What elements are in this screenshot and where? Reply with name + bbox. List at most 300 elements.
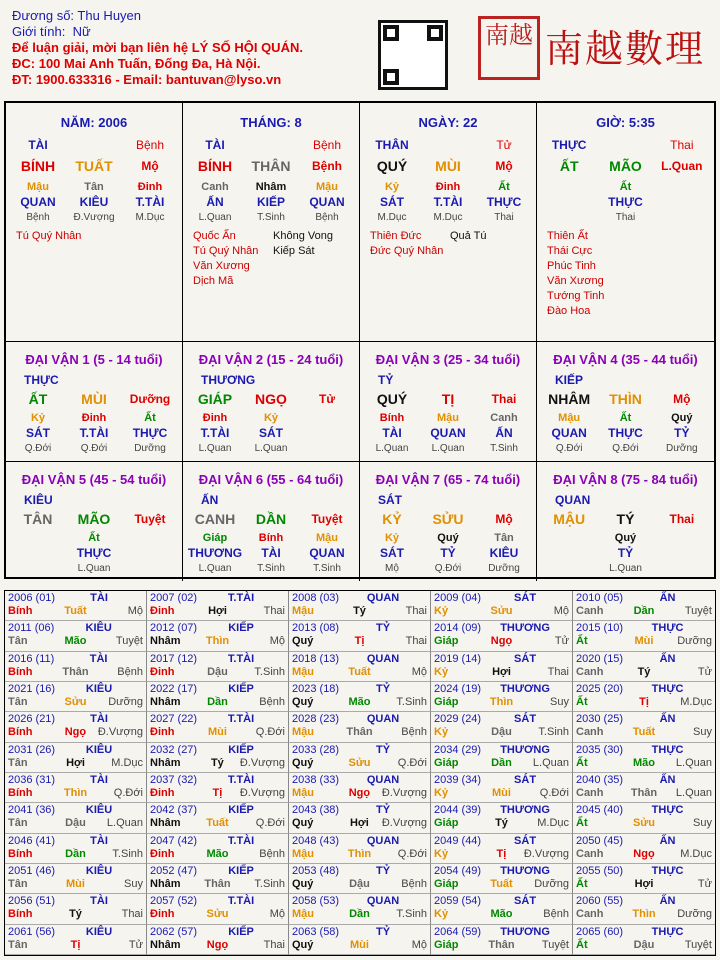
year-ten-god: KIÊU xyxy=(85,683,113,695)
year-branch: Mão xyxy=(490,908,513,921)
year-stage: Q.Đới xyxy=(397,847,427,860)
stars-right xyxy=(273,229,333,259)
hidden-stage: M.Dục xyxy=(377,212,407,223)
pillar-ten-god: TÀI xyxy=(205,138,225,152)
hidden-stage: Thai xyxy=(615,212,636,223)
gender-value: Nữ xyxy=(72,24,91,39)
star-name: Quả Tú xyxy=(450,230,487,242)
year-row-bottom xyxy=(434,696,569,709)
dai-van-stage: Tuyệt xyxy=(134,512,166,526)
hidden-stem: Ất xyxy=(619,412,632,424)
hidden-god xyxy=(541,195,597,210)
year-label: 2045 (40) xyxy=(576,804,624,817)
year-cell xyxy=(5,803,147,833)
year-row-bottom xyxy=(150,605,285,618)
year-row-top xyxy=(434,895,569,908)
year-cell xyxy=(431,925,573,955)
hidden-god: TỶ xyxy=(440,546,456,560)
year-label: 2021 (16) xyxy=(8,683,56,695)
hidden-god: SÁT xyxy=(380,195,404,209)
year-row-bottom xyxy=(292,605,427,618)
year-label: 2011 (06) xyxy=(8,622,55,635)
year-label: 2007 (02) xyxy=(150,592,198,604)
hidden-stem: Mậu xyxy=(316,532,338,544)
year-ten-god: TÀI xyxy=(90,713,108,726)
year-stem: Quý xyxy=(292,635,314,648)
spacer xyxy=(66,138,122,153)
year-ten-god: TỶ xyxy=(376,622,391,635)
hidden-god: T.TÀI xyxy=(433,195,463,209)
dai-van-god: KIÊU xyxy=(24,493,53,507)
year-row-top xyxy=(150,622,285,635)
year-row-top xyxy=(8,895,143,908)
year-label: 2026 (21) xyxy=(8,713,56,726)
year-row-bottom xyxy=(434,605,569,618)
year-branch: Ngọ xyxy=(633,847,655,860)
year-row-bottom xyxy=(8,908,143,921)
year-stage: Mộ xyxy=(269,908,285,921)
year-stage: Suy xyxy=(550,696,569,708)
year-branch: Dậu xyxy=(65,817,86,830)
year-stem: Tân xyxy=(8,817,28,830)
dai-van-stem: QUÝ xyxy=(376,391,408,407)
pillar-stem: BÍNH xyxy=(20,158,56,174)
name-label: Đương số: xyxy=(12,8,75,23)
year-cell xyxy=(573,682,715,712)
year-row-bottom xyxy=(150,939,285,952)
hidden-stem: Kỷ xyxy=(384,532,400,544)
year-row-bottom xyxy=(150,848,285,861)
year-row-top xyxy=(150,926,285,939)
year-label: 2015 (10) xyxy=(576,622,624,635)
year-branch: Mùi xyxy=(492,787,511,799)
year-cell xyxy=(289,803,431,833)
hidden-god: QUAN xyxy=(309,546,345,560)
hidden-stem: Kỷ xyxy=(263,412,279,424)
year-stem: Tân xyxy=(8,635,28,648)
hidden-god: THƯƠNG xyxy=(187,546,243,560)
year-ten-god: TÀI xyxy=(90,895,108,908)
year-stage: Đ.Vượng xyxy=(381,787,427,799)
year-cell xyxy=(289,682,431,712)
year-branch: Tị xyxy=(639,696,649,708)
year-label: 2052 (47) xyxy=(150,865,198,877)
year-stem: Quý xyxy=(292,878,314,890)
year-stage: Đ.Vượng xyxy=(523,847,569,860)
hidden-god: ẤN xyxy=(206,195,224,209)
pillar-ten-god: THỰC xyxy=(551,138,587,152)
year-row-bottom xyxy=(8,635,143,648)
year-row-top xyxy=(292,774,427,787)
year-stage: M.Dục xyxy=(680,696,712,708)
dai-van-stem: TÂN xyxy=(23,511,53,527)
year-row-top xyxy=(576,865,712,878)
hidden-stem xyxy=(541,531,597,546)
year-stage: Bệnh xyxy=(401,726,427,739)
year-label: 2056 (51) xyxy=(8,895,56,908)
year-cell xyxy=(147,712,289,742)
year-row-top xyxy=(292,895,427,908)
year-cell xyxy=(147,682,289,712)
dai-van-god: TỶ xyxy=(378,373,394,387)
pillar-stem: BÍNH xyxy=(197,158,233,174)
pillar-title: NGÀY: 22 xyxy=(418,115,478,130)
year-row-bottom xyxy=(434,939,569,952)
year-row-top xyxy=(292,713,427,726)
year-label: 2019 (14) xyxy=(434,652,482,665)
year-label: 2035 (30) xyxy=(576,743,624,756)
year-row-top xyxy=(8,744,143,757)
year-stem: Giáp xyxy=(434,878,459,890)
hidden-god: ẤN xyxy=(495,426,513,440)
year-row-bottom xyxy=(576,666,712,679)
year-ten-god: TÀI xyxy=(90,592,108,604)
year-row-bottom xyxy=(292,666,427,679)
star-name: Văn Xương xyxy=(193,260,250,272)
year-label: 2047 (42) xyxy=(150,834,198,847)
year-ten-god: ẤN xyxy=(659,834,676,847)
year-stage: Đ.Vượng xyxy=(97,726,143,739)
hidden-god: QUAN xyxy=(309,195,345,209)
year-cell xyxy=(431,834,573,864)
hidden-stage: L.Quan xyxy=(198,563,232,574)
hidden-stem: Mậu xyxy=(316,181,338,193)
year-branch: Hợi xyxy=(634,878,654,890)
year-label: 2040 (35) xyxy=(576,774,624,786)
year-label: 2055 (50) xyxy=(576,865,624,877)
year-label: 2030 (25) xyxy=(576,713,624,726)
year-cell xyxy=(147,864,289,894)
year-row-top xyxy=(576,622,712,635)
hidden-stem: Mậu xyxy=(558,412,581,424)
year-stage: Bệnh xyxy=(259,847,285,860)
name-value: Thu Huyen xyxy=(77,8,142,23)
year-label: 2038 (33) xyxy=(292,774,340,786)
hidden-stem: Đinh xyxy=(435,181,461,193)
year-row-top xyxy=(434,744,569,757)
year-stage: T.Sinh xyxy=(396,908,427,921)
year-stage: Mộ xyxy=(411,938,427,951)
dai-van-cell xyxy=(6,342,183,462)
year-stage: Mộ xyxy=(269,635,285,648)
year-label: 2032 (27) xyxy=(150,743,198,756)
year-ten-god: TỶ xyxy=(376,804,391,817)
year-branch: Mùi xyxy=(350,938,369,951)
year-stem: Giáp xyxy=(434,938,459,951)
hidden-stage-row xyxy=(537,561,714,576)
year-row-top xyxy=(150,653,285,666)
year-stem: Giáp xyxy=(434,696,459,708)
hidden-stage xyxy=(541,210,597,225)
year-row-bottom xyxy=(8,696,143,709)
year-stage: T.Sinh xyxy=(396,696,427,708)
year-cell xyxy=(5,591,147,621)
hidden-stage: L.Quan xyxy=(198,212,232,223)
pillar-branch: MÃO xyxy=(609,158,642,174)
hidden-god xyxy=(299,426,355,441)
year-row-top xyxy=(576,926,712,939)
year-branch: Dậu xyxy=(633,938,655,951)
year-branch: Sửu xyxy=(348,756,371,769)
hidden-stage xyxy=(654,561,710,576)
pillar-cell xyxy=(6,103,183,342)
year-cell xyxy=(147,894,289,924)
hidden-god: THỰC xyxy=(608,195,643,209)
year-label: 2013 (08) xyxy=(292,622,340,635)
year-label: 2028 (23) xyxy=(292,713,340,726)
hidden-stage-row xyxy=(183,210,359,225)
year-stage: M.Dục xyxy=(680,847,712,860)
year-label: 2022 (17) xyxy=(150,683,198,695)
hidden-stage: Q.Đới xyxy=(612,443,639,454)
year-branch: Tị xyxy=(212,787,223,799)
year-branch: Thìn xyxy=(205,635,230,648)
year-row-bottom xyxy=(434,908,569,921)
year-ten-god: T.TÀI xyxy=(227,652,255,665)
year-ten-god: SÁT xyxy=(514,895,537,908)
year-ten-god: ẤN xyxy=(659,652,676,665)
star-name: Thiên Đức xyxy=(370,230,422,242)
pillar-title: GIỜ: 5:35 xyxy=(596,115,655,130)
year-row-top xyxy=(292,744,427,757)
hidden-god: SÁT xyxy=(259,426,283,440)
qr-code-icon xyxy=(378,20,448,90)
year-cell xyxy=(5,652,147,682)
year-stem: Nhâm xyxy=(150,878,181,890)
year-branch: Tị xyxy=(496,847,507,860)
year-label: 2023 (18) xyxy=(292,683,340,695)
dai-van-branch: NGỌ xyxy=(255,391,287,407)
year-row-bottom xyxy=(150,908,285,921)
year-stem: Ất xyxy=(576,635,588,648)
hidden-stage: Q.Đới xyxy=(434,563,462,574)
year-row-top xyxy=(292,592,427,605)
year-branch: Ngọ xyxy=(64,726,87,739)
hidden-stem-row xyxy=(6,411,182,426)
year-branch: Ngọ xyxy=(348,787,371,799)
year-row-bottom xyxy=(576,696,712,709)
year-branch: Mão xyxy=(206,847,229,860)
pillar-ten-god: THÂN xyxy=(375,138,409,152)
dai-van-title: ĐẠI VẬN 1 (5 - 14 tuổi) xyxy=(25,352,163,367)
hidden-stem: Đinh xyxy=(81,412,107,424)
year-row-bottom xyxy=(576,757,712,770)
year-branch: Dần xyxy=(207,696,228,708)
year-branch: Tuất xyxy=(348,665,371,678)
hidden-stage-row xyxy=(537,210,714,225)
year-ten-god: KIẾP xyxy=(228,622,254,635)
hidden-stem: Bính xyxy=(258,532,284,544)
year-cell xyxy=(5,864,147,894)
year-branch: Mão xyxy=(348,696,371,708)
hidden-stage-row xyxy=(360,210,536,225)
year-stem: Đinh xyxy=(150,787,175,799)
hidden-stem xyxy=(654,531,710,546)
year-stem: Tân xyxy=(8,938,28,951)
hidden-god: QUAN xyxy=(20,195,56,209)
dai-van-stem: KỶ xyxy=(382,511,402,527)
year-ten-god: THƯƠNG xyxy=(500,865,550,877)
year-branch: Mùi xyxy=(66,878,85,890)
star-name: Dịch Mã xyxy=(193,275,234,287)
year-ten-god: KIÊU xyxy=(85,865,113,877)
dai-van-stage: Thai xyxy=(669,512,695,526)
year-stage: Tuyệt xyxy=(684,938,712,951)
year-stem: Giáp xyxy=(434,635,459,648)
year-stem: Bính xyxy=(8,665,33,678)
year-label: 2060 (55) xyxy=(576,895,624,908)
year-label: 2065 (60) xyxy=(576,925,624,938)
year-branch: Hợi xyxy=(208,605,227,617)
year-ten-god: QUAN xyxy=(366,592,400,604)
hidden-stem-row xyxy=(537,411,714,426)
year-label: 2050 (45) xyxy=(576,834,624,847)
year-branch: Tý xyxy=(353,605,366,617)
year-ten-god: SÁT xyxy=(514,834,537,847)
gender-label: Giới tính: xyxy=(12,24,66,39)
year-label: 2010 (05) xyxy=(576,592,624,604)
year-stem: Đinh xyxy=(150,665,175,678)
hidden-god-row xyxy=(6,195,182,210)
year-cell xyxy=(289,621,431,651)
dai-van-stage: Tử xyxy=(318,392,336,406)
year-row-top xyxy=(150,835,285,848)
hidden-stage xyxy=(541,561,597,576)
year-label: 2053 (48) xyxy=(292,865,340,877)
dai-van-god: ẤN xyxy=(201,493,219,507)
year-label: 2063 (58) xyxy=(292,925,340,938)
dai-van-stem: MẬU xyxy=(553,511,586,527)
year-cell xyxy=(147,652,289,682)
dai-van-branch: DẦN xyxy=(255,511,287,527)
dai-van-cell xyxy=(183,342,360,462)
dai-van-title: ĐẠI VẬN 6 (55 - 64 tuổi) xyxy=(198,472,344,487)
address-line: ĐC: 100 Mai Anh Tuấn, Đống Đa, Hà Nội. xyxy=(12,56,261,71)
pillar-stage: L.Quan xyxy=(661,159,703,173)
pillar-title: NĂM: 2006 xyxy=(60,115,128,130)
pillar-stem-row xyxy=(183,159,359,174)
year-stem: Kỷ xyxy=(434,665,449,678)
year-row-bottom xyxy=(292,908,427,921)
year-branch: Thân xyxy=(488,938,515,951)
year-stage: Tử xyxy=(128,938,143,951)
year-branch: Tuất xyxy=(490,878,513,890)
year-label: 2033 (28) xyxy=(292,743,340,756)
pillar-stem-row xyxy=(537,159,714,174)
dai-van-cell xyxy=(360,462,537,581)
year-row-top xyxy=(576,592,712,605)
year-stem: Tân xyxy=(8,696,28,708)
pillar-stem: ẤT xyxy=(559,158,579,174)
star-name: Đào Hoa xyxy=(547,305,591,317)
year-stem: Đinh xyxy=(150,726,175,739)
hidden-god-row xyxy=(183,195,359,210)
logo-seal: 南越 xyxy=(478,16,540,80)
year-label: 2025 (20) xyxy=(576,683,624,695)
year-stem: Kỷ xyxy=(434,726,449,739)
hidden-stem: Mậu xyxy=(437,412,459,424)
year-cell xyxy=(5,773,147,803)
year-ten-god: THƯƠNG xyxy=(500,925,550,938)
year-label: 2062 (57) xyxy=(150,925,198,938)
year-label: 2039 (34) xyxy=(434,774,482,786)
star-name: Quốc Ấn xyxy=(193,230,236,242)
year-stem: Bính xyxy=(8,847,33,860)
year-row-bottom xyxy=(434,848,569,861)
hidden-stage: Dưỡng xyxy=(488,563,520,574)
year-cell xyxy=(431,682,573,712)
year-stem: Bính xyxy=(8,908,33,921)
year-row-top xyxy=(150,744,285,757)
hidden-stem: Tân xyxy=(494,532,514,544)
dai-van-cell xyxy=(537,462,714,581)
year-label: 2016 (11) xyxy=(8,652,55,665)
year-stage: Thai xyxy=(405,605,427,617)
dai-van-branch: TÝ xyxy=(616,511,635,527)
year-row-bottom xyxy=(434,726,569,739)
year-stage: Thai xyxy=(405,635,427,648)
year-row-top xyxy=(150,895,285,908)
year-cell xyxy=(289,864,431,894)
hidden-stem: Kỷ xyxy=(30,412,46,424)
year-label: 2044 (39) xyxy=(434,804,482,817)
hidden-stage: T.Sinh xyxy=(490,443,518,454)
year-stage: Suy xyxy=(693,817,712,830)
year-row-top xyxy=(8,835,143,848)
hidden-god: T.TÀI xyxy=(79,426,109,440)
dai-van-god: THỰC xyxy=(24,373,59,387)
dai-van-title: ĐẠI VẬN 7 (65 - 74 tuổi) xyxy=(375,472,521,487)
year-cell xyxy=(5,743,147,773)
header-info xyxy=(12,8,303,88)
year-cell xyxy=(431,743,573,773)
year-stage: Thai xyxy=(121,908,143,921)
year-ten-god: SÁT xyxy=(514,592,537,604)
year-stage: T.Sinh xyxy=(254,878,285,890)
year-row-top xyxy=(292,926,427,939)
hidden-stem-row xyxy=(183,180,359,195)
year-branch: Hợi xyxy=(492,665,511,678)
year-cell xyxy=(573,803,715,833)
hidden-stem: Canh xyxy=(490,412,518,424)
year-row-top xyxy=(434,865,569,878)
year-row-bottom xyxy=(150,878,285,891)
year-row-bottom xyxy=(576,878,712,891)
year-row-top xyxy=(434,683,569,696)
year-cell xyxy=(147,743,289,773)
pillar-stem-row xyxy=(6,159,182,174)
year-ten-god: TÀI xyxy=(90,834,108,847)
year-ten-god: KIẾP xyxy=(228,683,254,695)
pillar-cell xyxy=(537,103,714,342)
year-ten-god: QUAN xyxy=(366,834,400,847)
year-row-top xyxy=(434,713,569,726)
hidden-god: KIÊU xyxy=(79,195,109,209)
year-label: 2048 (43) xyxy=(292,834,340,847)
year-row-top xyxy=(292,804,427,817)
hidden-stem: Tân xyxy=(84,181,104,193)
year-row-bottom xyxy=(8,878,143,891)
year-ten-god: SÁT xyxy=(514,774,537,786)
hidden-god-row xyxy=(183,546,359,561)
year-ten-god: ẤN xyxy=(659,592,676,604)
star-name: Đức Quý Nhân xyxy=(370,245,444,257)
year-row-bottom xyxy=(434,817,569,830)
year-row-top xyxy=(576,774,712,787)
dai-van-stem: GIÁP xyxy=(197,391,233,407)
year-stem: Tân xyxy=(8,756,28,769)
year-branch: Dậu xyxy=(491,726,512,739)
